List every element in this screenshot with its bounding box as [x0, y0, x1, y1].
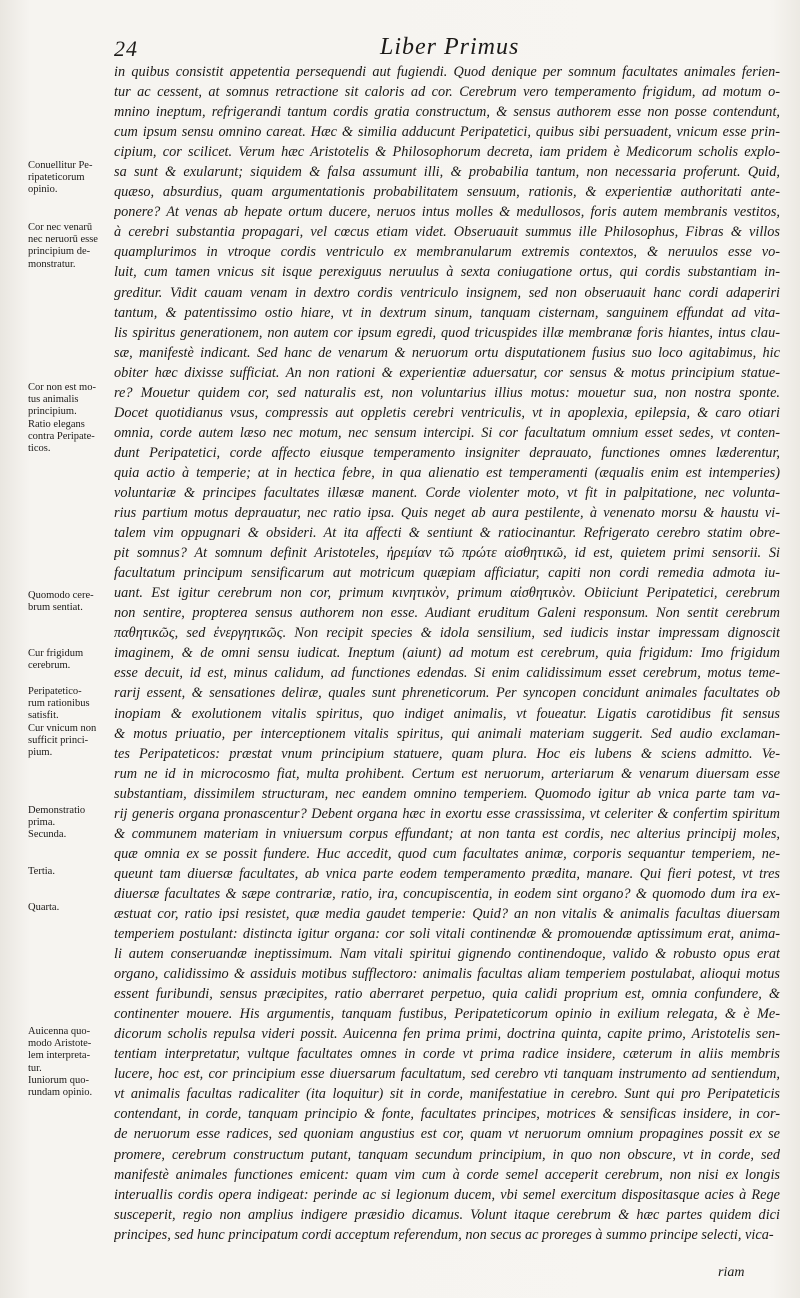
- margin-note-line: Secunda.: [28, 829, 67, 841]
- text-line: contendant, in corde, tanquam principio & fonte, facultates principes, motrices & sensificas insidere, in cor-: [114, 1106, 780, 1123]
- margin-note: [28, 222, 112, 271]
- text-line: tantum, & patentissimo ostio hiare, vt in dextrum sinum, tanquam cisternam, sanguinem effundat ad vita-: [114, 304, 780, 321]
- margin-note: [28, 648, 112, 672]
- margin-note-line: modo Aristote-: [28, 1038, 92, 1050]
- text-line: sa sunt & exularunt; siquidem & falsa assumunt illi, & probabilia tantum, non necessaria proferunt. Quid,: [114, 164, 780, 181]
- text-line: inopiam & exolutionem vitalis spiritus, quo indiget animalis, vt foueatur. Ligatis carotidibus fit sensus: [114, 705, 780, 722]
- text-line: organo, calidissimo & assiduis motibus sufflectoro: animalis facultas aliam temperiem postulabat, alioqui motus: [114, 966, 780, 983]
- text-line: dunt Peripatetici, corde affecto eiusque temperamento insigniter deprauato, functiones omnes læderentur,: [114, 444, 780, 461]
- text-line: manifestè animales functiones emicent: quam vim cum à corde semel acceperit cerebrum, non nisi ex longis: [114, 1166, 780, 1183]
- margin-note-line: Auicenna quo-: [28, 1026, 91, 1037]
- text-line: rius partium motus deprauatur, nec ratio ipsa. Quis neget ab aura pestilente, à venenato morsu & haustu vi-: [114, 505, 780, 522]
- margin-note-line: pium.: [28, 747, 53, 759]
- text-line: quamplurimos in vtroque cordis ventriculo ex membranularum extremis contextos, & neruulos esse vo-: [114, 244, 780, 261]
- text-line: principes, sed hunc principatum cordi acceptum referendum, non secus ac proreges à summo principe selecti, vica-: [114, 1226, 774, 1243]
- margin-note-line: ripateticorum: [28, 172, 85, 184]
- margin-note-line: Ratio elegans: [28, 418, 85, 430]
- margin-note: [28, 590, 112, 614]
- margin-note: [28, 805, 112, 842]
- main-text-block: [114, 62, 780, 1245]
- margin-note-line: opinio.: [28, 184, 58, 196]
- text-line: promere, cerebrum constructum putant, tanquam secundum principium, in quo non obscure, vt in corde, sed: [114, 1146, 780, 1163]
- margin-note: [28, 382, 112, 455]
- text-line: æstuat cor, ratio ipsi resistet, quæ media gaudet temperie: Quid? an non vitalis & animalis facultas diuersam: [114, 905, 780, 922]
- text-line: susceperit, regio non amplius indigere præsidio dicamus. Volunt itaque cerebrum & hæc partes quidem dici: [114, 1206, 780, 1223]
- margin-note-line: Cor nec venarū: [28, 222, 93, 233]
- text-line: dicorum scholis repulsa videri possit. Auicenna fen prima primi, doctrina quinta, capite primo, Aristotelis sen-: [114, 1026, 780, 1043]
- text-line: rarij essent, & sensationes deliræ, quales sunt phreneticorum. Per syncopen concidunt animales facultates ob: [114, 685, 780, 702]
- text-line: de neruorum esse radices, sed quoniam angustius est cor, quam vt neruorum omnium propagines possit ex se: [114, 1126, 780, 1143]
- text-line: obiter hæc dixisse sufficiat. An non rationi & experientiæ aduersatur, cor sensus & motus principium statue-: [114, 364, 780, 381]
- text-line: tes Peripateticos: præstat vnum principium statuere, quam plura. Hoc eis lubens & sciens admitto. Ve-: [114, 745, 780, 762]
- margin-note-line: rundam opinio.: [28, 1087, 93, 1099]
- page-number: 24: [114, 36, 138, 61]
- text-line: non sentire, propterea sensus authorem non esse. Audiant eruditum Galeni responsum. Non sentit cerebrum: [114, 605, 780, 622]
- text-line: essent furibundi, sensus præcipites, ratio aberraret perpetuo, quia calidi proprium est, omnia confundere, &: [114, 986, 780, 1003]
- margin-note-line: ticos.: [28, 443, 51, 455]
- text-line: & communem materiam in vniuersum corpus effundant; at non tanta est cordis, nec alterius principij moles,: [114, 825, 780, 842]
- margin-note-line: Quomodo cere-: [28, 590, 94, 601]
- margin-note-line: Quarta.: [28, 902, 60, 913]
- text-line: talem vim oppugnari & obsideri. At ita affecti & sentiunt & ratiocinantur. Refrigerato cerebro statim obre-: [114, 525, 780, 542]
- text-line: quia actio à temperie; at in hectica febre, in qua alienatio est temperamenti (æqualis enim est intemperies): [114, 464, 780, 481]
- text-line: rum ne id in microcosmo fiat, multa prohibent. Certum est neruorum, arteriarum & venarum diuersam esse: [114, 765, 780, 782]
- text-line: lucere, hoc est, cor principium esse diuersarum facultatum, sed cerebro vti tanquam instrumento ad sentiendum,: [114, 1066, 780, 1083]
- text-line: li autem conseruandæ ineptissimum. Nam vitali spiritui gignendo continendoque, valido & robusto opus erat: [114, 946, 780, 963]
- text-line: in quibus consistit appetentia persequendi aut fugiendi. Quod denique per somnum facultates animales ferien-: [114, 64, 780, 80]
- text-line: cum ipsum sensu omnino careat. Hæc & similia adducunt Peripatetici, quibus sibi persuadent, vnicum esse prin-: [114, 124, 780, 141]
- running-head: Liber Primus: [380, 34, 520, 60]
- text-line: interuallis cordis opera indigeat: perinde ac si legionum ducem, vbi semel exercitum dispositasque acies à Rege: [114, 1186, 780, 1203]
- margin-note-line: sufficit princi-: [28, 734, 89, 746]
- text-line: cipium, cor scilicet. Verum hæc Aristotelis & Philosophorum decreta, iam pridem è Medicorum scholis explo-: [114, 144, 780, 161]
- margin-note-line: prima.: [28, 817, 56, 829]
- margin-note: [28, 686, 112, 759]
- text-line: luit, cum tamen vnicus sit isque perexiguus neruulus à sexta coniugatione ortus, qui cordis substantiam in-: [114, 264, 780, 281]
- text-line: greditur. Vidit cauam venam in dextro cordis ventriculo insignem, sed non obseruauit hanc cordi adaperiri: [114, 284, 780, 301]
- margin-note-line: principium.: [28, 406, 77, 418]
- margin-note-line: Conuellitur Pe-: [28, 160, 93, 171]
- text-line: & motus priuatio, per interceptionem vitalis spiritus, qui animali materiam suggerit. Sed audio exclaman-: [114, 725, 780, 742]
- text-line: quæ omnia ex se possit fundere. Huc accedit, quod cum facultates animæ, corporis sequantur temperiem, ne-: [114, 845, 780, 862]
- text-line: omnia, corde autem læso nec motum, nec sensum intercipi. Si cor facultatum omnium esset sedes, vt conten-: [114, 424, 780, 441]
- text-line: re? Mouetur quidem cor, sed naturalis est, non voluntarius illius motus: mouetur sua, non nostra sponte.: [114, 384, 780, 401]
- margin-note-line: Cor non est mo-: [28, 382, 96, 393]
- margin-note-line: tus animalis: [28, 394, 79, 406]
- margin-note: [28, 1026, 112, 1099]
- margin-note-line: lem interpreta-: [28, 1050, 91, 1062]
- text-line: diuersæ facultates & sæpe contrariæ, ratio, ira, concupiscentia, in eodem sint organo? & quomodo dum ira ex-: [114, 885, 780, 902]
- margin-note-line: Cur vnicum non: [28, 722, 97, 734]
- text-line: imaginem, & de omni sensu iudicat. Ineptum (aiunt) ad motum est cerebrum, quia frigidum: Imo frigidum: [114, 645, 780, 662]
- margin-note-line: Peripatetico-: [28, 686, 82, 697]
- text-line: pit somnus? At somnum definit Aristoteles, ἠρεμίαν τῶ πρώτε αἰσθητικῶ, id est, quietem primi sensorii. Si: [114, 545, 780, 562]
- margin-note-line: satisfit.: [28, 710, 59, 722]
- text-line: temperiem postulant: distincta igitur organa: cor soli vitali continendæ & promouendæ aptissimum erat, anima-: [114, 926, 780, 943]
- margin-note-line: principium de-: [28, 246, 91, 258]
- text-line: substantiam, dissimilem structuram, nec eandem omnino temperiem. Quomodo igitur ab vnica parte tam va-: [114, 785, 780, 802]
- text-line: facultatum principum sensificarum aut motricum quæpiam afficiatur, capiti non cordi remedia admota iu-: [114, 565, 780, 582]
- text-line: quæso, absurdius, quam argumentationis probabilitatem sensuum, rationis, & experientiæ authoritati ante-: [114, 184, 780, 201]
- catchword: riam: [718, 1265, 745, 1280]
- margin-note-line: Demonstratio: [28, 805, 86, 816]
- margin-note-line: Cur frigidum: [28, 648, 84, 659]
- text-line: tentiam interpretatur, vultque facultates omnes in corde vt prima radice insidere, cæterum in aliis membris: [114, 1046, 780, 1063]
- text-line: continenter mouere. His argumentis, tanquam fustibus, Peripateticorum opinio in exilium relegata, & è Me-: [114, 1006, 780, 1023]
- margin-note-line: monstratur.: [28, 258, 76, 270]
- text-line: uant. Est igitur cerebrum non cor, primum κινητικὸν, primum αἰσθητικὸν. Obiiciunt Peripatetici, cerebrum: [114, 585, 780, 602]
- text-line: vt animalis facultas radicaliter (ita loquitur) sit in corde, manifestatiue in cerebro. Sunt qui pro Peripateticis: [114, 1086, 780, 1103]
- margin-note-line: cerebrum.: [28, 660, 71, 672]
- text-line: voluntariæ & principes facultates illæsæ manent. Corde violenter moto, vt fit in palpitatione, nec volunta-: [114, 484, 780, 501]
- text-line: esse decuit, id est, minus calidum, ad functiones edendas. Si enim calidissimum esset cerebrum, motus teme-: [114, 665, 780, 682]
- margin-note-line: tur.: [28, 1062, 42, 1074]
- margin-note-line: rum rationibus: [28, 698, 90, 710]
- text-line: queunt tam diuersæ facultates, ab vnica parte eodem temperamento prædita, manare. Qui fieri potest, vt tres: [114, 865, 780, 882]
- text-line: Docet quotidianus vsus, compressis aut oppletis cerebri ventriculis, vt in apoplexia, epilepsia, & caro otiari: [114, 404, 780, 421]
- margin-note: [28, 866, 112, 878]
- margin-note: [28, 902, 112, 914]
- text-line: lis spiritus generationem, non autem cor ipsum egredi, quod tricuspides illæ membranæ foris hiantes, intus clau-: [114, 324, 780, 341]
- margin-note-line: contra Peripate-: [28, 430, 95, 442]
- text-line: mnino ineptum, refrigerandi tantum cordis gratia constructum, & sensus authorem esse non posse contendunt,: [114, 104, 780, 121]
- margin-note-line: nec neruorū esse: [28, 234, 98, 246]
- text-line: à cerebri substantia propagari, vel cœcus etiam videt. Obseruauit summus ille Philosophus, Fibras & villos: [114, 224, 780, 241]
- margin-note-line: Tertia.: [28, 866, 55, 877]
- text-line: παθητικῶς, sed ἐνεργητικῶς. Non recipit species & idola sensilium, sed iudicis instar impressam dignoscit: [114, 625, 780, 642]
- margin-note: [28, 160, 112, 197]
- text-line: rij generis organa pronascentur? Debent organa hæc in exortu esse crassissima, vt celeriter & confertim spiritum: [114, 805, 780, 822]
- margin-note-line: Iuniorum quo-: [28, 1074, 89, 1086]
- margin-note-line: brum sentiat.: [28, 602, 83, 614]
- text-line: ponere? At venas ab hepate ortum ducere, neruos intus molles & medullosos, foris autem membranis vestitos,: [114, 204, 780, 221]
- text-line: tur ac cessent, at somnus retractione sit caloris ad cor. Cerebrum vero temperamento frigidum, ad motum o-: [114, 84, 780, 101]
- text-line: sæ, manifestè indicant. Sed hanc de venarum & neruorum ortu disputationem fusius suo loco agitabimus, hic: [114, 344, 780, 361]
